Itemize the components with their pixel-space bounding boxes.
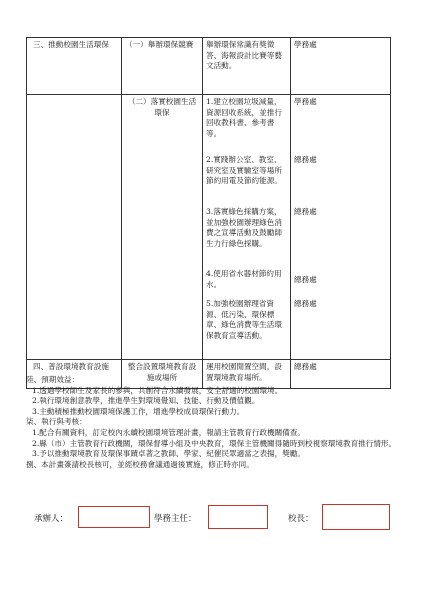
signature-row (26, 502, 398, 532)
unit-item: 總務處 (294, 275, 317, 284)
principal-label: 校長： (288, 514, 314, 524)
unit-item: 總務處 (294, 299, 317, 308)
director-label: 學務主任： (154, 514, 197, 524)
undertaker-stamp-icon (78, 506, 150, 528)
note-line: 1.透過學校師生及家長的參與，共創符合永續發展，安全舒適的校園環境。 (32, 385, 283, 395)
unit-cell (291, 95, 391, 360)
unit-item: 總務處 (294, 207, 317, 216)
strategy-cell: 三、推動校園生活環保 (27, 38, 122, 95)
project-cell: 整合設置環境教育設施或場所 (122, 360, 203, 389)
content-item: 5.加強校園辦理省資源、低污染、環保標章、綠色消費等生活環保教育宣導活動。 (206, 299, 282, 340)
section-title: 陸、預期效益： (26, 375, 80, 384)
project-cell: （二）落實校園生活環保 (122, 95, 203, 360)
content-item: 2.實踐辦公室、教室、研究室及實驗室等場所節約用電及節約能源。 (206, 155, 282, 186)
content-cell (203, 95, 291, 360)
content-item: 4.使用省水器材節約用水。 (206, 269, 282, 289)
content-cell: 運用校園閒置空間，設置環境教育場所。 (203, 360, 291, 389)
note-line: 2.執行環境創意教學，推進學生對環境覺知、技能、行動及價值觀。 (32, 396, 260, 406)
content-cell: 舉辦環保常識有獎徵答、海報設計比賽等藝文活動。 (203, 38, 291, 95)
strategy-cell (27, 95, 122, 360)
director-stamp-icon (208, 505, 268, 529)
unit-cell: 學務處 (291, 38, 391, 95)
unit-item: 學務處 (294, 97, 317, 106)
unit-cell: 總務處 (291, 360, 391, 389)
content-item: 3.落實綠色採購方案，並加強校園辦理綠色消費之宣導活動及鼓勵師生力行綠色採購。 (206, 207, 282, 248)
undertaker-label: 承辦人： (34, 514, 69, 524)
notes-section (26, 375, 398, 470)
strategy-cell: 四、普設環境教育設施 (27, 360, 122, 389)
content-item: 1.建立校園垃圾減量，資源回收系統，並推行回收教科書、參考書等。 (206, 97, 282, 138)
principal-stamp-icon (322, 504, 390, 530)
note-line: 2.縣（市）主管教育行政機關，環保督導小組及中央教育，環保主管機關得隨時到校視察環境教育推行情形。 (32, 438, 397, 448)
note-line: 1.配合有關資料，訂定校內永續校園環境管理計畫，報請主管教育行政機關備查。 (32, 427, 306, 437)
table-row (27, 38, 391, 95)
section-title: 柒、執行與考核： (26, 417, 87, 427)
plan-table (26, 37, 391, 389)
unit-item: 總務處 (294, 155, 317, 164)
closing-line: 捌、本計畫簽請校長核可，並經校務會議通過後實施，修正時亦同。 (26, 459, 254, 469)
project-cell: （一）舉辦環保競賽 (122, 38, 203, 95)
note-line: 3.予以推動環境教育及環保事蹟卓著之教師、學家、紀催民眾適當之表揚，獎勵。 (32, 449, 306, 459)
table-row (27, 95, 391, 360)
note-line: 3.主動積極推動校園環境保護工作，增進學校成員環保行動力。 (32, 406, 245, 416)
